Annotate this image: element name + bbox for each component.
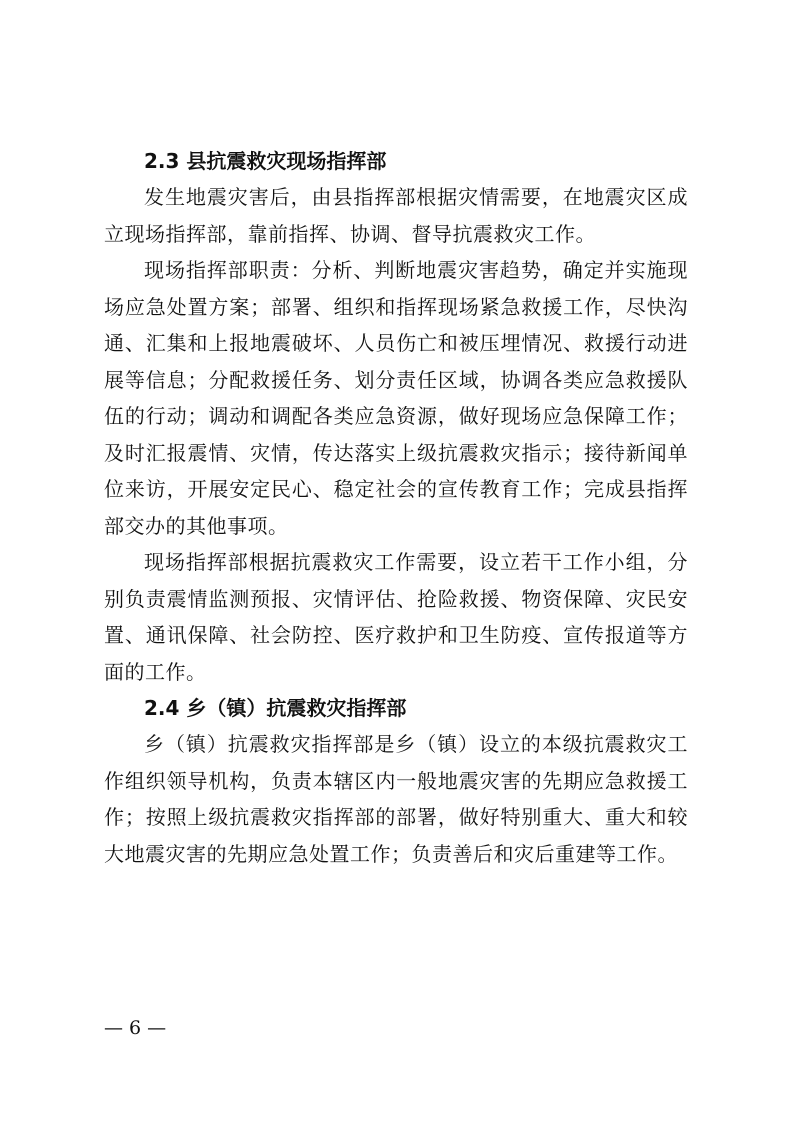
document-body xyxy=(104,143,688,872)
page-number: — 6 — xyxy=(104,1017,167,1039)
paragraph: 现场指挥部根据抗震救灾工作需要，设立若干工作小组，分别负责震情监测预报、灾情评估、抢险救援、物资保障、灾民安置、通讯保障、社会防控、医疗救护和卫生防疫、宣传报道等方面的工作。 xyxy=(104,550,688,684)
paragraph: 发生地震灾害后，由县指挥部根据灾情需要，在地震灾区成立现场指挥部，靠前指挥、协调、督导抗震救灾工作。 xyxy=(104,185,688,246)
section-2-3 xyxy=(104,143,688,690)
section-2-4 xyxy=(104,690,688,872)
section-heading: 2.3 县抗震救灾现场指挥部 xyxy=(144,149,387,173)
paragraph: 现场指挥部职责：分析、判断地震灾害趋势，确定并实施现场应急处置方案；部署、组织和指挥现场紧急救援工作，尽快沟通、汇集和上报地震破坏、人员伤亡和被压埋情况、救援行动进展等信息；分配救援任务、划分责任区域，协调各类应急救援队伍的行动；调动和调配各类应急资源，做好现场应急保障工作；及时汇报震情、灾情，传达落实上级抗震救灾指示；接待新闻单位来访，开展安定民心、稳定社会的宣传教育工作；完成县指挥部交办的其他事项。 xyxy=(104,258,688,538)
paragraph: 乡（镇）抗震救灾指挥部是乡（镇）设立的本级抗震救灾工作组织领导机构，负责本辖区内一般地震灾害的先期应急救援工作；按照上级抗震救灾指挥部的部署，做好特别重大、重大和较大地震灾害的先期应急处置工作；负责善后和灾后重建等工作。 xyxy=(104,732,688,866)
section-heading: 2.4 乡（镇）抗震救灾指挥部 xyxy=(144,696,407,720)
